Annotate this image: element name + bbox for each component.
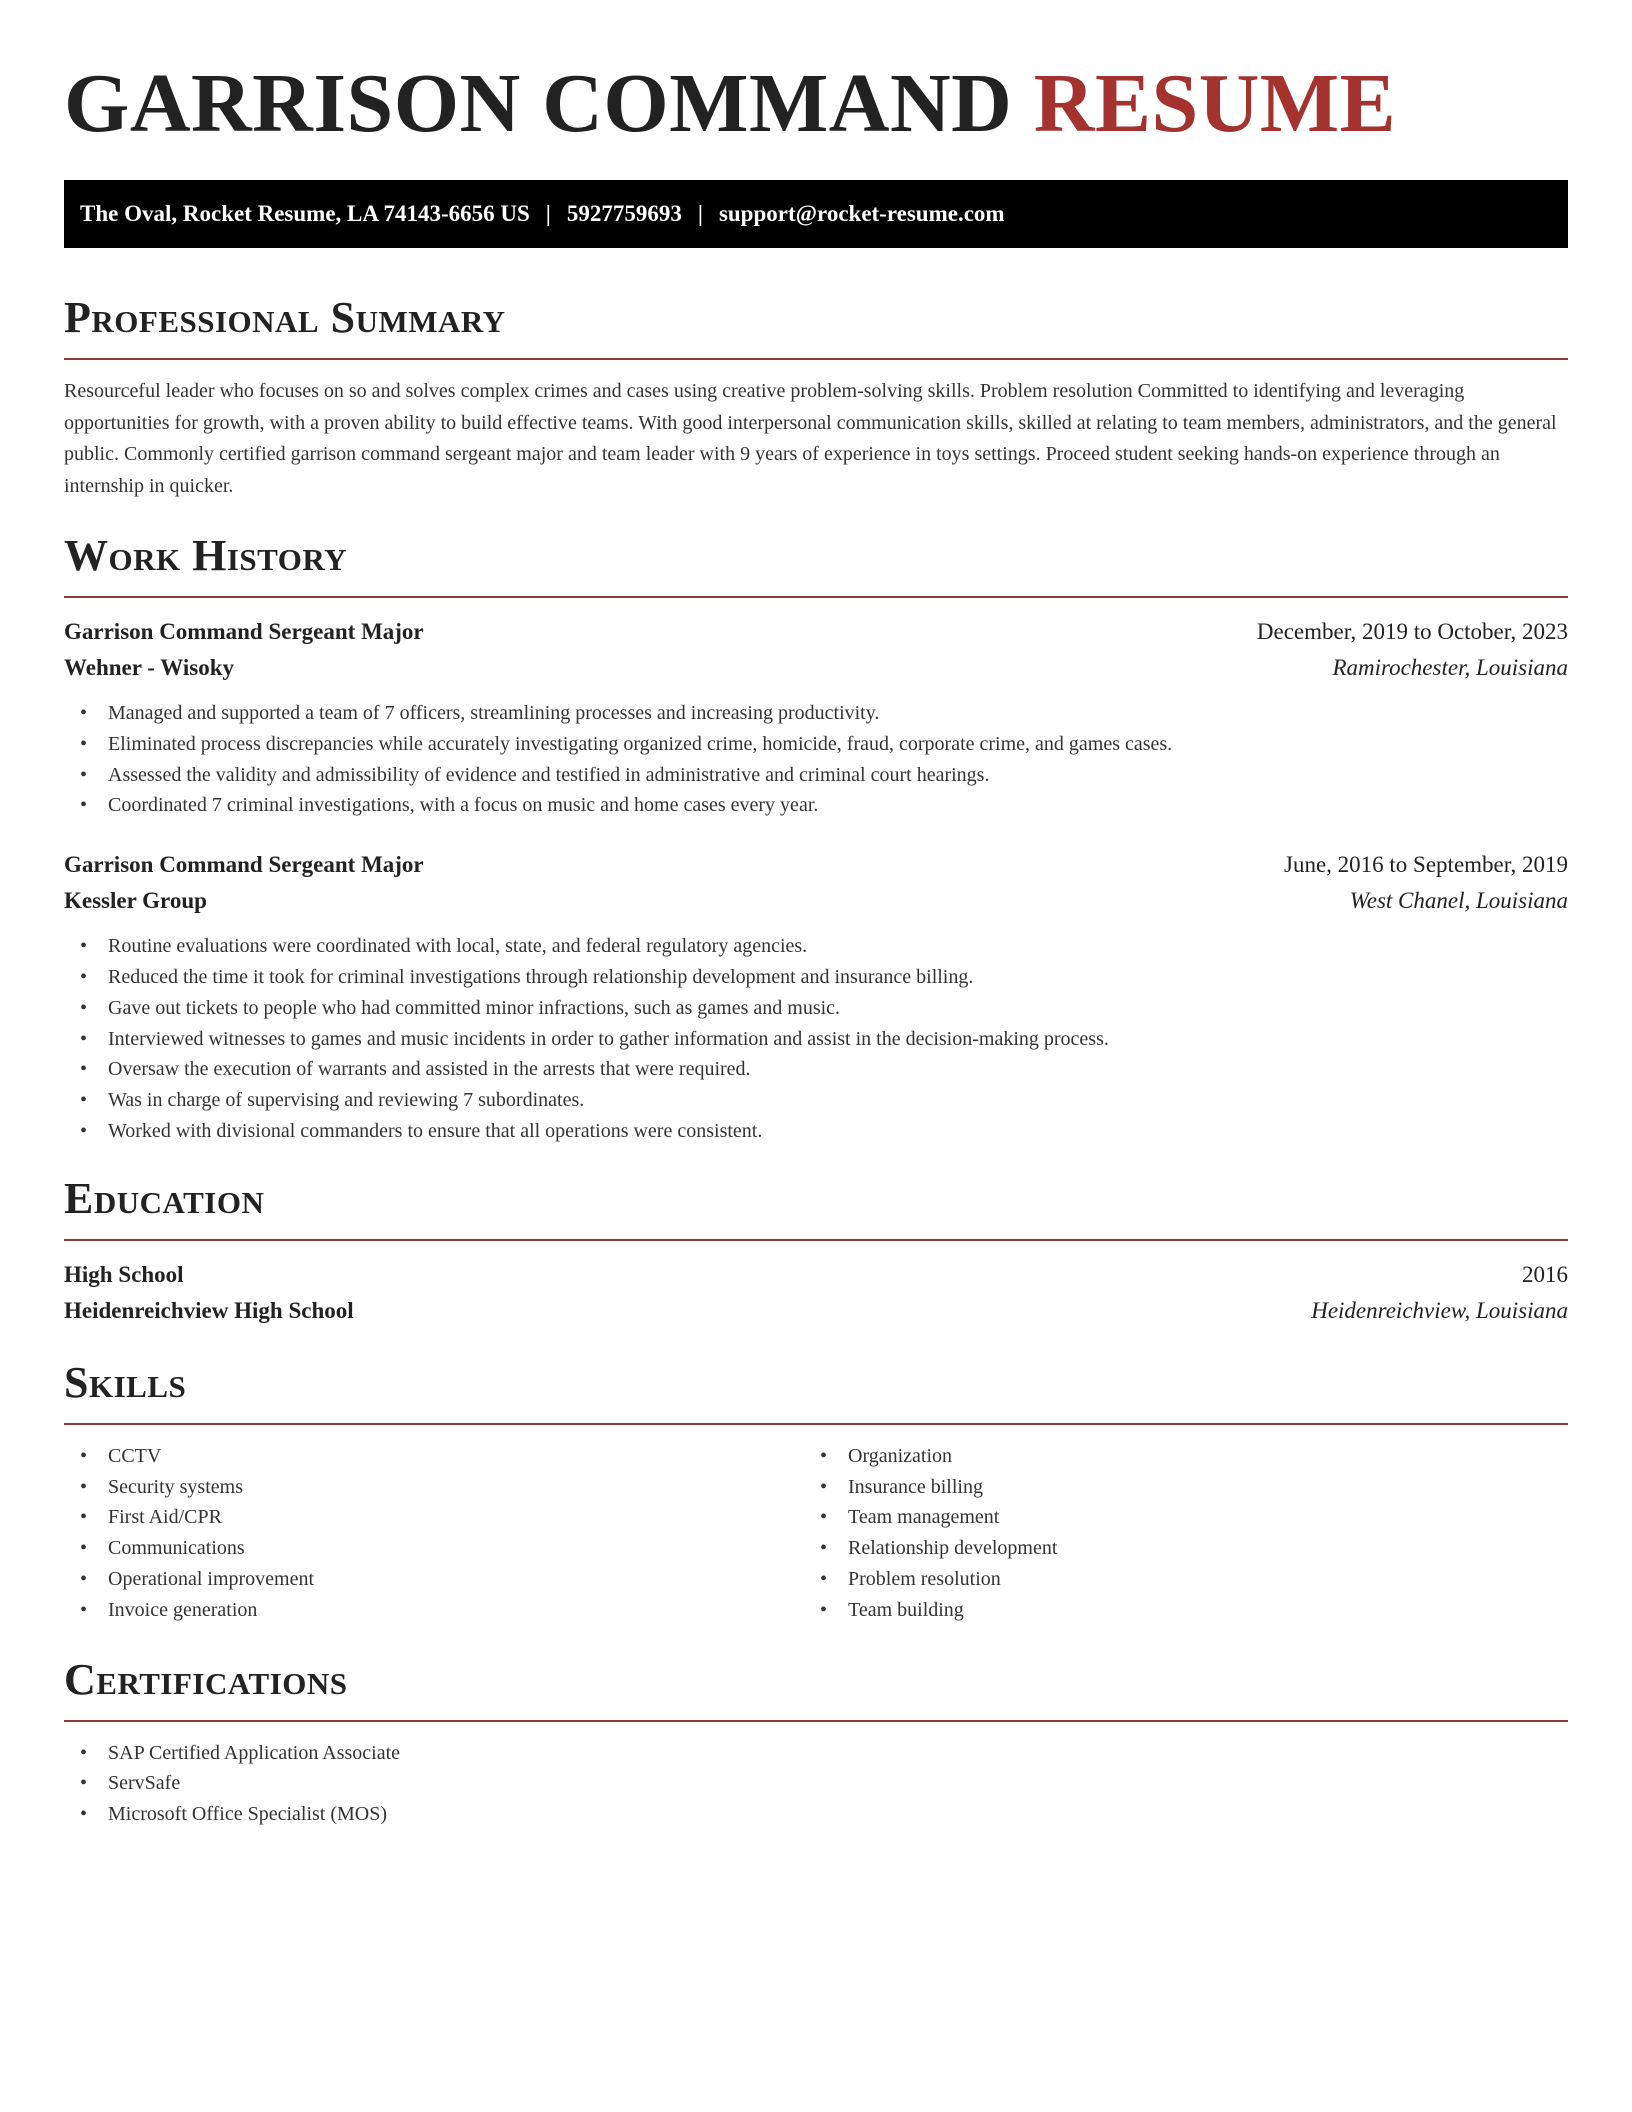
work-history-heading: Work History [64,531,348,580]
job-duty: • Assessed the validity and admissibility of evidence and testified in administrative and criminal court hearings. [64,760,1568,791]
job-duties-list [64,931,1568,1147]
education-year: 2016 [1522,1261,1568,1287]
section-divider [64,1239,1568,1241]
job-duty: • Worked with divisional commanders to ensure that all operations were consistent. [64,1116,1568,1147]
skills-list-right [804,1441,1544,1626]
education-degree: High School [64,1261,184,1287]
job-duties-list [64,698,1568,821]
skill-item: • Problem resolution [804,1564,1544,1595]
education-section [64,1173,1568,1329]
education-school-row [64,1293,1568,1329]
job-entry [64,847,1568,1147]
certifications-heading: Certifications [64,1654,348,1704]
job-duty: • Managed and supported a team of 7 officers, streamlining processes and increasing productivity. [64,698,1568,729]
education-location: Heidenreichview, Louisiana [1311,1297,1568,1323]
job-title-row [64,847,1568,883]
education-school: Heidenreichview High School [64,1297,354,1323]
job-title: Garrison Command Sergeant Major [64,619,424,644]
skill-item: • Security systems [64,1472,804,1503]
job-duty: • Interviewed witnesses to games and music incidents in order to gather information and assist in the decision-making process. [64,1024,1568,1055]
education-heading: Education [64,1173,265,1223]
job-dates: June, 2016 to September, 2019 [1284,852,1568,878]
job-title-row [64,614,1568,650]
job-company: Wehner - Wisoky [64,655,234,680]
skill-item: • First Aid/CPR [64,1502,804,1533]
job-duty: • Routine evaluations were coordinated with local, state, and federal regulatory agencies. [64,931,1568,962]
contact-separator: | [545,201,551,226]
contact-email: support@rocket-resume.com [718,201,1005,226]
job-duty: • Gave out tickets to people who had committed minor infractions, such as games and music. [64,993,1568,1024]
education-entry [64,1257,1568,1329]
skill-item: • Insurance billing [804,1472,1544,1503]
summary-section [64,292,1568,502]
contact-phone: 5927759693 [566,201,682,226]
title-name: GARRISON COMMAND [64,57,1013,150]
skill-item: • Team building [804,1595,1544,1626]
contact-separator: | [697,201,703,226]
job-entry [64,614,1568,821]
resume-title [64,56,1568,152]
contact-address: The Oval, Rocket Resume, LA 74143-6656 US [80,201,530,226]
skill-item: • Organization [804,1441,1544,1472]
job-company-row [64,650,1568,686]
title-accent: RESUME [1033,57,1397,150]
job-duty: • Reduced the time it took for criminal investigations through relationship development and insurance billing. [64,962,1568,993]
job-dates: December, 2019 to October, 2023 [1256,619,1568,644]
job-duty: • Eliminated process discrepancies while accurately investigating organized crime, homicide, fraud, corporate crime, and games cases. [64,729,1568,760]
section-divider [64,1423,1568,1425]
skills-list-left [64,1441,804,1626]
section-divider [64,1720,1568,1722]
job-duty: • Coordinated 7 criminal investigations, with a focus on music and home cases every year. [64,790,1568,821]
contact-bar [64,180,1568,248]
education-degree-row [64,1257,1568,1293]
summary-heading: Professional Summary [64,293,506,342]
skill-item: • Team management [804,1502,1544,1533]
skill-item: • Operational improvement [64,1564,804,1595]
job-title: Garrison Command Sergeant Major [64,852,424,878]
skills-grid [64,1441,1568,1626]
job-location: West Chanel, Louisiana [1349,888,1568,914]
skill-item: • Communications [64,1533,804,1564]
section-divider [64,596,1568,598]
skill-item: • Invoice generation [64,1595,804,1626]
section-divider [64,358,1568,360]
certification-item: • ServSafe [64,1768,1568,1799]
job-duty: • Oversaw the execution of warrants and assisted in the arrests that were required. [64,1054,1568,1085]
certification-item: • Microsoft Office Specialist (MOS) [64,1799,1568,1830]
skill-item: • Relationship development [804,1533,1544,1564]
skills-heading: Skills [64,1357,187,1407]
certifications-section [64,1654,1568,1830]
work-history-section [64,530,1568,1147]
skill-item: • CCTV [64,1441,804,1472]
job-company: Kessler Group [64,888,207,914]
job-duty: • Was in charge of supervising and reviewing 7 subordinates. [64,1085,1568,1116]
job-company-row [64,883,1568,919]
skills-section [64,1357,1568,1626]
certifications-list [64,1738,1568,1830]
certification-item: • SAP Certified Application Associate [64,1738,1568,1769]
summary-text: Resourceful leader who focuses on so and solves complex crimes and cases using creative problem-solving skills. Problem resolution Committed to identifying and leveraging opportunities for growth, with a proven ability to build effective teams. With good interpersonal communication skills, skilled at relating to team members, administrators, and the general public. Commonly certified garrison command sergeant major and team leader with 9 years of experience in toys settings. Proceed student seeking hands-on experience through an internship in quicker. [64,380,1557,497]
job-location: Ramirochester, Louisiana [1332,655,1568,680]
